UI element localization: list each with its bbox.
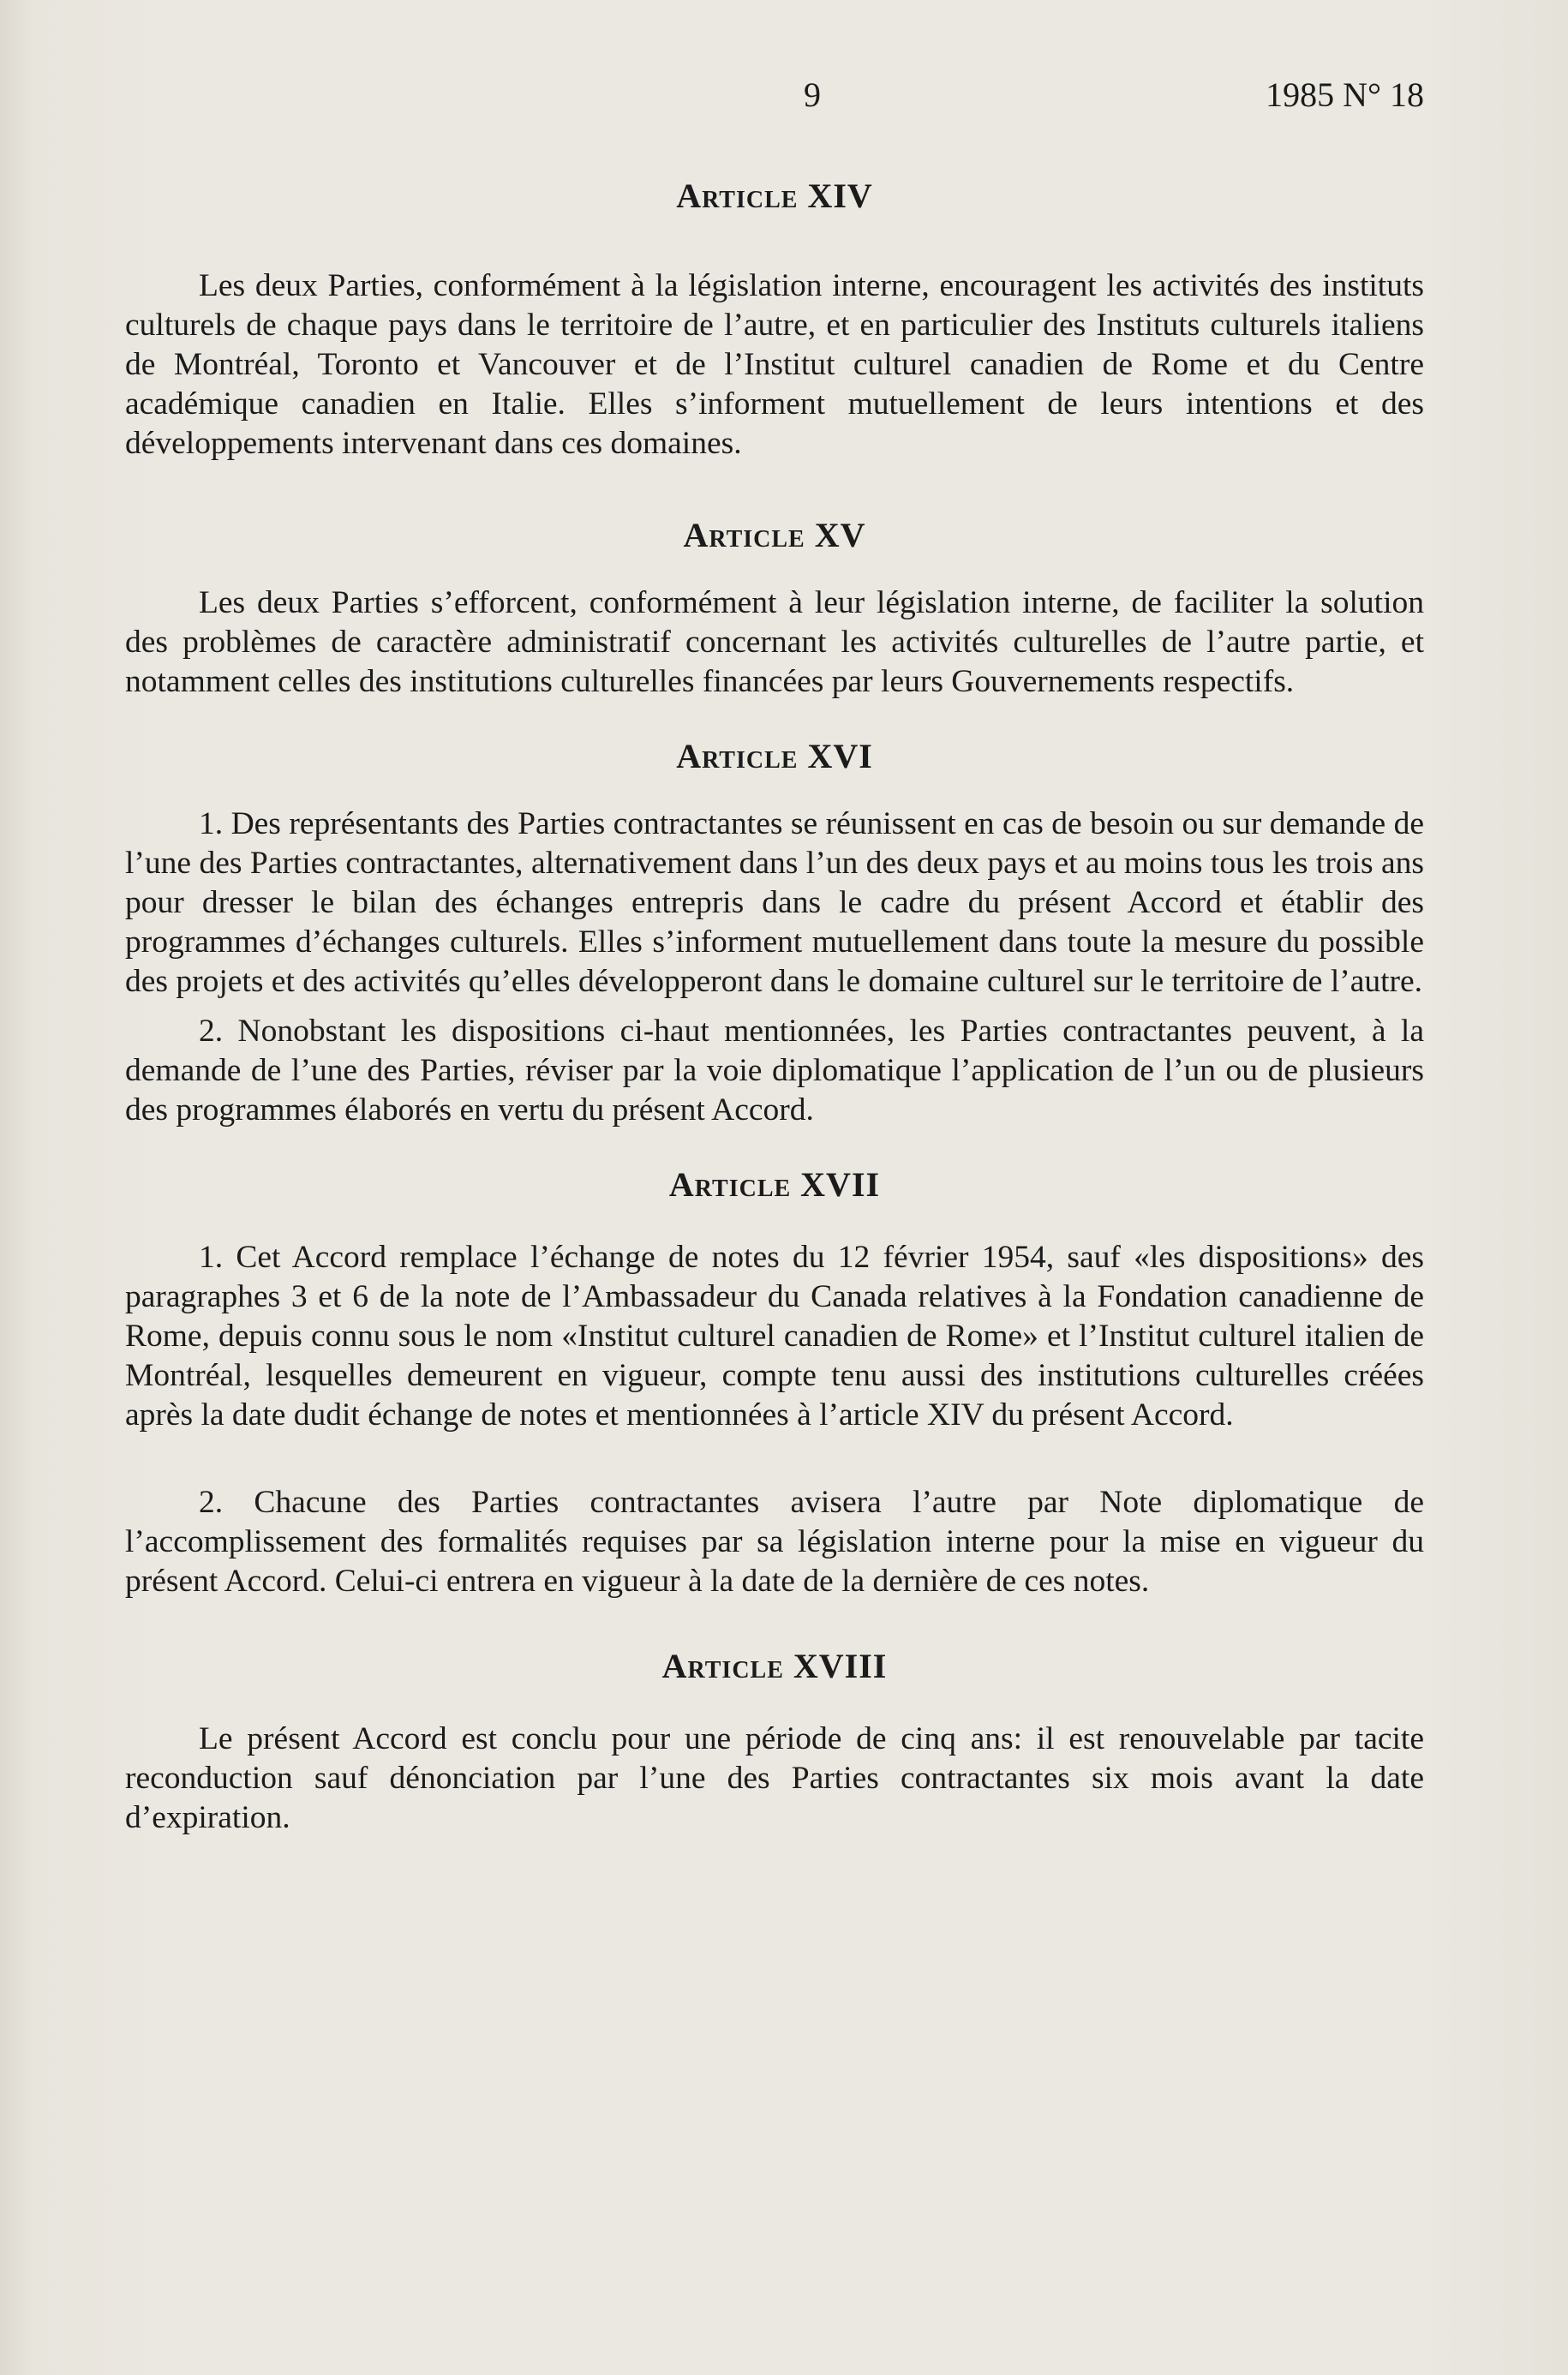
article-paragraph: Les deux Parties, conformément à la législation interne, encouragent les activités des instituts culturels de chaque pays dans le territoire de l’autre, et en particulier des Instituts culturels italiens de Montréal, Toronto et Vancouver et de l’Institut culturel canadien de Rome et du Centre académique canadien en Italie. Elles s’informent mutuellement de leurs intentions et des développements intervenant dans ces domaines. [125, 268, 1424, 461]
page-number: 9 [804, 75, 821, 114]
article-15 [125, 515, 1424, 702]
article-18 [125, 1646, 1424, 1838]
article-17 [125, 1164, 1424, 1601]
article-heading: Article XIV [676, 176, 873, 215]
article-paragraph: 1. Des représentants des Parties contractantes se réunissent en cas de besoin ou sur demande de l’une des Parties contractantes, alternativement dans l’un des deux pays et au moins tous les trois ans pour dresser le bilan des échanges entrepris dans le cadre du présent Accord et établir des programmes d’échanges culturels. Elles s’informent mutuellement dans toute la mesure du possible des projets et des activités qu’elles développeront dans le domaine culturel sur le territoire de l’autre. [125, 806, 1424, 999]
article-heading: Article XVI [676, 737, 873, 775]
article-14 [125, 176, 1424, 464]
article-paragraph: Le présent Accord est conclu pour une période de cinq ans: il est renouvelable par tacite reconduction sauf dénonciation par l’une des Parties contractantes six mois avant la date d’expiration. [125, 1721, 1424, 1835]
article-heading: Article XVII [668, 1165, 881, 1204]
article-paragraph: 1. Cet Accord remplace l’échange de notes du 12 février 1954, sauf «les dispositions» des paragraphes 3 et 6 de la note de l’Ambassadeur du Canada relatives à la Fondation canadienne de Rome, depuis connu sous le nom «Institut culturel canadien de Rome» et l’Institut culturel italien de Montréal, lesquelles demeurent en vigueur, compte tenu aussi des institutions culturelles créées après la date dudit échange de notes et mentionnées à l’article XIV du présent Accord. [125, 1240, 1424, 1433]
article-paragraph: 2. Nonobstant les dispositions ci-haut mentionnées, les Parties contractantes peuvent, à la demande de l’une des Parties, réviser par la voie diplomatique l’application de l’un ou de plusieurs des programmes élaborés en vertu du présent Accord. [125, 1014, 1424, 1128]
article-heading: Article XVIII [661, 1647, 888, 1685]
article-heading: Article XV [683, 516, 866, 554]
series-reference: 1985 N° 18 [1266, 75, 1424, 114]
document-body [125, 176, 1424, 1838]
article-paragraph: 2. Chacune des Parties contractantes avisera l’autre par Note diplomatique de l’accomplissement des formalités requises par sa législation interne pour la mise en vigueur du présent Accord. Celui-ci entrera en vigueur à la date de la dernière de ces notes. [125, 1485, 1424, 1599]
article-16 [125, 736, 1424, 1130]
article-paragraph: Les deux Parties s’efforcent, conformément à leur législation interne, de faciliter la solution des problèmes de caractère administratif concernant les activités culturelles de l’autre partie, et notamment celles des institutions culturelles financées par leurs Gouvernements respectifs. [125, 585, 1424, 699]
